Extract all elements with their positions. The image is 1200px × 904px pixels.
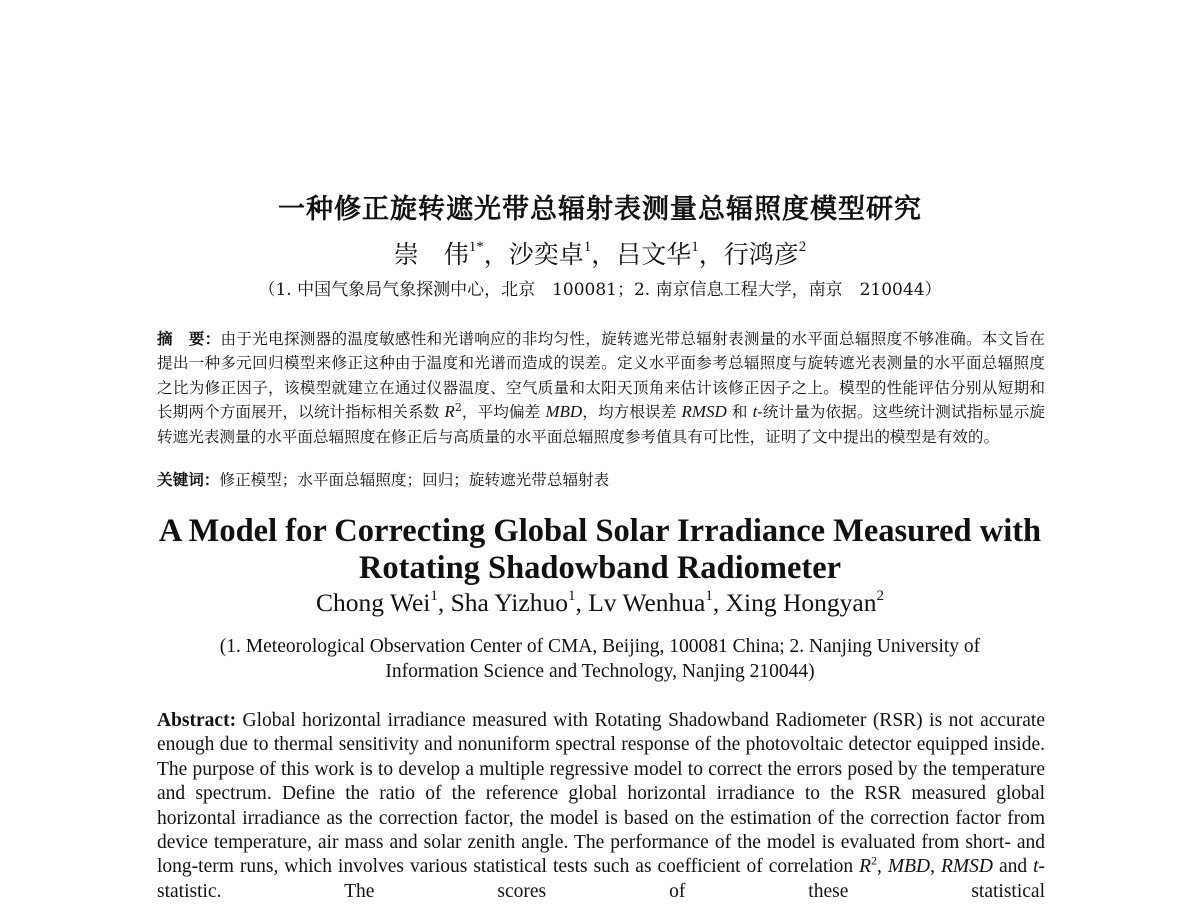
abstract-text: Global horizontal irradiance measured with Rotating Shadowband Radiometer (RSR) is not accurate enough due to thermal sensitivity and nonuniform spectral response of the photovoltaic detector equipped inside. The purpose of this work is to develop a multiple regressive model to correct the errors posed by the temperature and spectrum. Define the ratio of the reference global horizontal irradiance to the RSR measured global horizontal irradiance as the correction factor, the model is based on the estimation of the correction factor from device temperature, air mass and solar zenith angle. The performance of the model is evaluated from short- and long-term runs, which involves various statistical tests such as coefficient of correlation <box>157 710 1045 878</box>
author-separator: ， <box>591 240 617 269</box>
english-affiliation-line: (1. Meteorological Observation Center of CMA, Beijing, 100081 China; 2. Nanjing University of <box>219 636 981 657</box>
author-affil-mark: 1 <box>705 588 713 604</box>
chinese-authors <box>0 236 1200 274</box>
t-symbol: t <box>1033 856 1039 878</box>
english-title-line: A Model for Correcting Global Solar Irradiance Measured with <box>158 513 1042 549</box>
rmsd-symbol: RMSD <box>681 402 727 422</box>
chinese-abstract <box>157 327 1045 449</box>
author-affil-mark: 1* <box>468 239 484 255</box>
author-name: Chong Wei <box>316 588 431 617</box>
r-squared-symbol: R <box>444 402 455 422</box>
author-name: 吕文华 <box>616 240 692 269</box>
english-authors <box>0 586 1200 620</box>
chinese-keywords <box>157 468 1045 492</box>
author-name: Xing Hongyan <box>725 588 877 617</box>
author-affil-mark: 1 <box>430 588 438 604</box>
mbd-symbol: MBD <box>545 402 583 422</box>
author-separator: , <box>575 588 589 617</box>
author-name: Sha Yizhuo <box>450 588 568 617</box>
english-title-line: Rotating Shadowband Radiometer <box>358 550 842 586</box>
author-separator: ， <box>483 240 509 269</box>
r-squared-exponent: 2 <box>871 853 878 868</box>
abstract-text: , <box>877 856 888 878</box>
english-affiliation <box>0 634 1200 684</box>
author-name: Lv Wenhua <box>588 588 706 617</box>
author-separator: , <box>712 588 726 617</box>
abstract-text: 由于光电探测器的温度敏感性和光谱响应的非均匀性，旋转遮光带总辐射表测量的水平面总辐照度不够准确。本文旨在提出一种多元回归模型来修正这种由于温度和光谱而造成的误差。定义水平面参考总辐照度与旋转遮光表测量的水平面总辐照度之比为修正因子，该模型就建立在通过仪器温度、空气质量和太阳天顶角来估计该修正因子之上。模型的性能评估分别从短期和长期两个方面展开，以统计指标相关系数 <box>157 330 1045 422</box>
english-abstract-label: Abstract: <box>157 710 237 731</box>
author-separator: ， <box>698 240 724 269</box>
mbd-symbol: MBD <box>887 856 931 878</box>
author-name: 崇 伟 <box>393 240 469 269</box>
english-abstract <box>157 709 1045 904</box>
abstract-text: , <box>930 856 941 878</box>
author-affil-mark: 1 <box>691 239 699 255</box>
english-affiliation-line: Information Science and Technology, Nanjing 210044) <box>385 661 815 682</box>
author-affil-mark: 1 <box>583 239 592 255</box>
chinese-abstract-label: 摘 要： <box>157 330 221 348</box>
abstract-text: -statistic. The scores of these statistical <box>157 856 1045 902</box>
abstract-text: and <box>992 856 1034 878</box>
author-name: 沙奕卓 <box>508 240 584 269</box>
abstract-text: ，平均偏差 <box>461 403 546 422</box>
author-affil-mark: 1 <box>567 588 576 604</box>
author-name: 行鸿彦 <box>723 240 799 269</box>
keywords-text: 修正模型；水平面总辐照度；回归；旋转遮光带总辐射表 <box>219 471 610 489</box>
rmsd-symbol: RMSD <box>940 856 993 878</box>
chinese-affiliation: （1. 中国气象局气象探测中心，北京 100081；2. 南京信息工程大学，南京 210044） <box>258 280 942 300</box>
abstract-text: ，均方根误差 <box>582 403 682 422</box>
t-symbol: t <box>752 402 758 422</box>
abstract-text: -统计量为依据。这些统计测试指标显示旋转遮光表测量的水平面总辐照度在修正后与高质量的水平面总辐照度参考值具有可比性，证明了文中提出的模型是有效的。 <box>157 403 1045 446</box>
r-squared-exponent: 2 <box>454 401 462 415</box>
author-affil-mark: 2 <box>876 588 884 604</box>
english-title <box>0 513 1200 587</box>
abstract-text: 和 <box>726 403 753 422</box>
r-squared-symbol: R <box>859 856 872 878</box>
author-affil-mark: 2 <box>798 239 807 255</box>
keywords-label: 关键词： <box>157 471 220 489</box>
author-separator: , <box>437 588 451 617</box>
chinese-title: 一种修正旋转遮光带总辐射表测量总辐照度模型研究 <box>278 194 922 225</box>
